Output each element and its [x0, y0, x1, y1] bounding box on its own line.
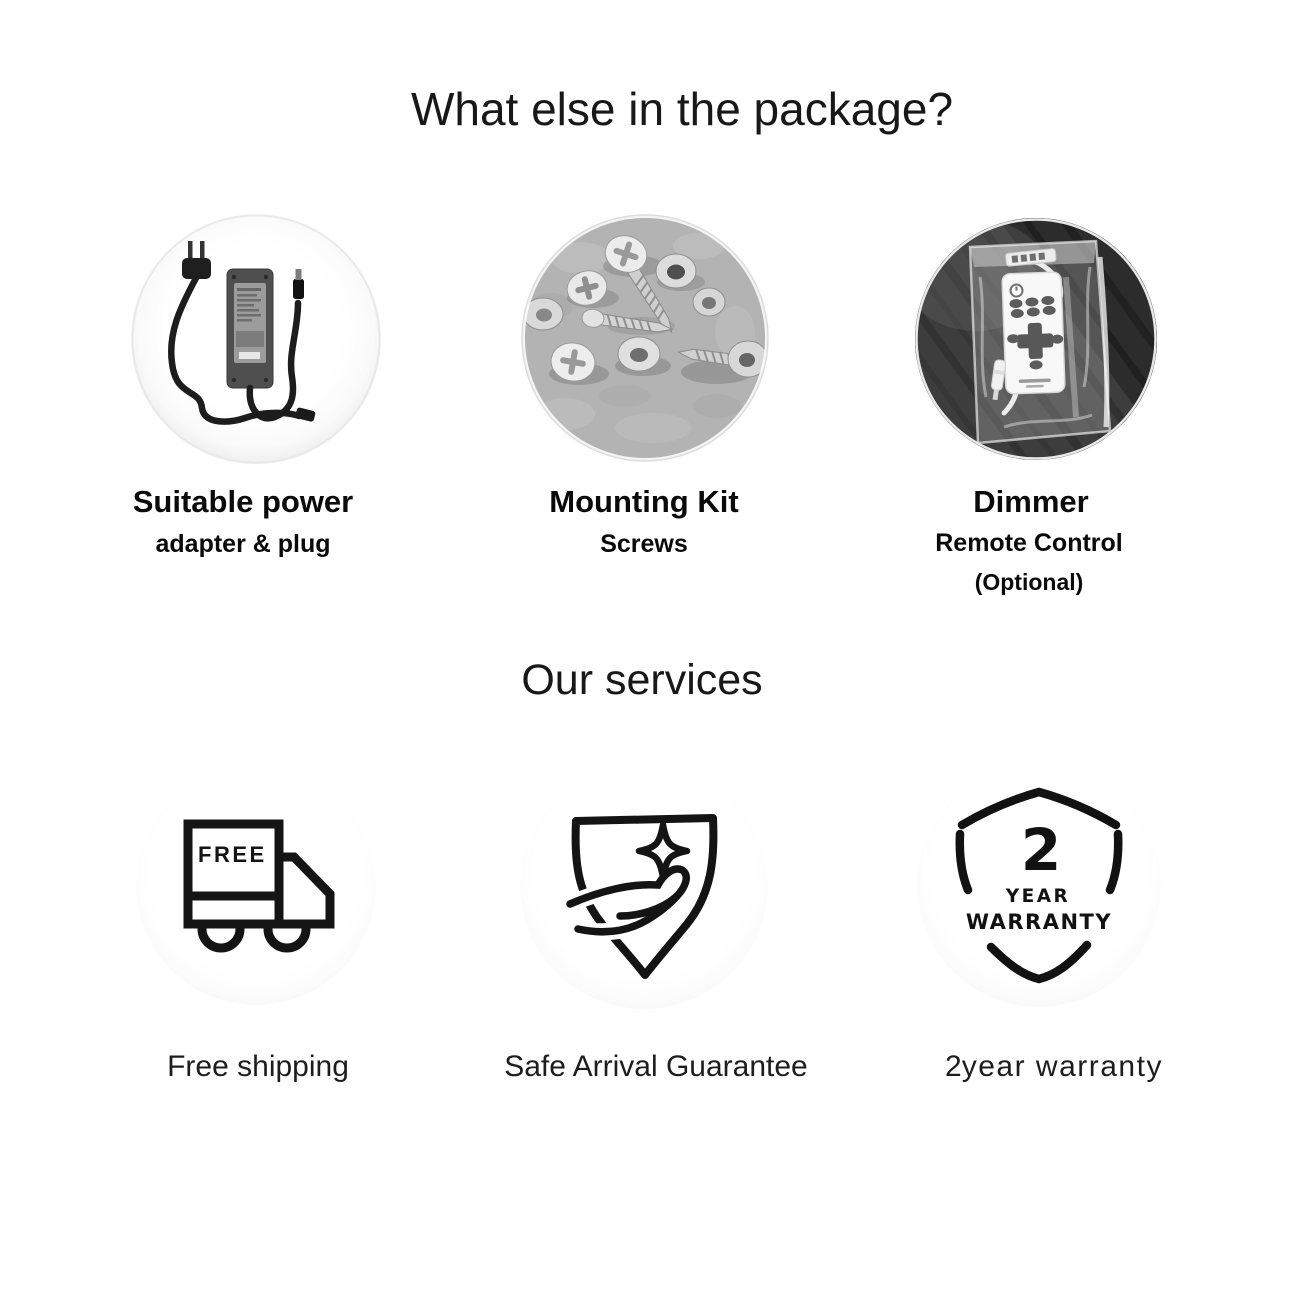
dimmer-remote-illustration [914, 217, 1158, 461]
package-item-title: Mounting Kit [549, 484, 739, 519]
package-item-title: Dimmer [973, 484, 1089, 519]
warranty-badge [917, 763, 1161, 1007]
washer [656, 254, 696, 288]
truck-cargo-box [188, 824, 279, 924]
power-adapter-illustration [130, 213, 382, 465]
free-shipping-truck-icon [136, 765, 376, 1005]
dimmer-remote-in-bag-photo [914, 217, 1158, 461]
package-section-title: What else in the package? [410, 83, 954, 135]
package-item-note: (Optional) [974, 569, 1084, 595]
service-caption-safe-arrival: Safe Arrival Guarantee [504, 1050, 808, 1083]
warranty-year-label: YEAR [1005, 886, 1071, 907]
warranty-number: 2 [1020, 816, 1062, 884]
service-caption-free-shipping: Free shipping [167, 1050, 349, 1083]
screws-illustration [521, 214, 769, 462]
washer [618, 337, 660, 371]
services-section-title: Our services [521, 656, 763, 704]
warranty-shield-icon [917, 763, 1161, 1007]
warranty-caption-text: year warranty [961, 1050, 1163, 1083]
truck-cab [279, 857, 330, 924]
safe-arrival-shield-icon [520, 761, 768, 1009]
mounting-screws-photo [521, 214, 769, 462]
package-item-subtitle: Remote Control [935, 529, 1123, 557]
truck-free-label: FREE [198, 842, 267, 867]
package-item-title: Suitable power [132, 484, 354, 519]
package-item-subtitle: Screws [600, 530, 688, 558]
adapter-brick [227, 269, 273, 388]
package-item-subtitle: adapter & plug [155, 530, 331, 558]
warranty-caption-number: 2 [945, 1050, 962, 1083]
service-caption-warranty [854, 1050, 1254, 1083]
safe-arrival-badge [520, 761, 768, 1009]
remote-control [1002, 272, 1065, 394]
warranty-warranty-label: WARRANTY [965, 910, 1113, 934]
washer [693, 288, 725, 316]
free-shipping-badge [136, 765, 376, 1005]
power-adapter-plug-photo [130, 213, 382, 465]
